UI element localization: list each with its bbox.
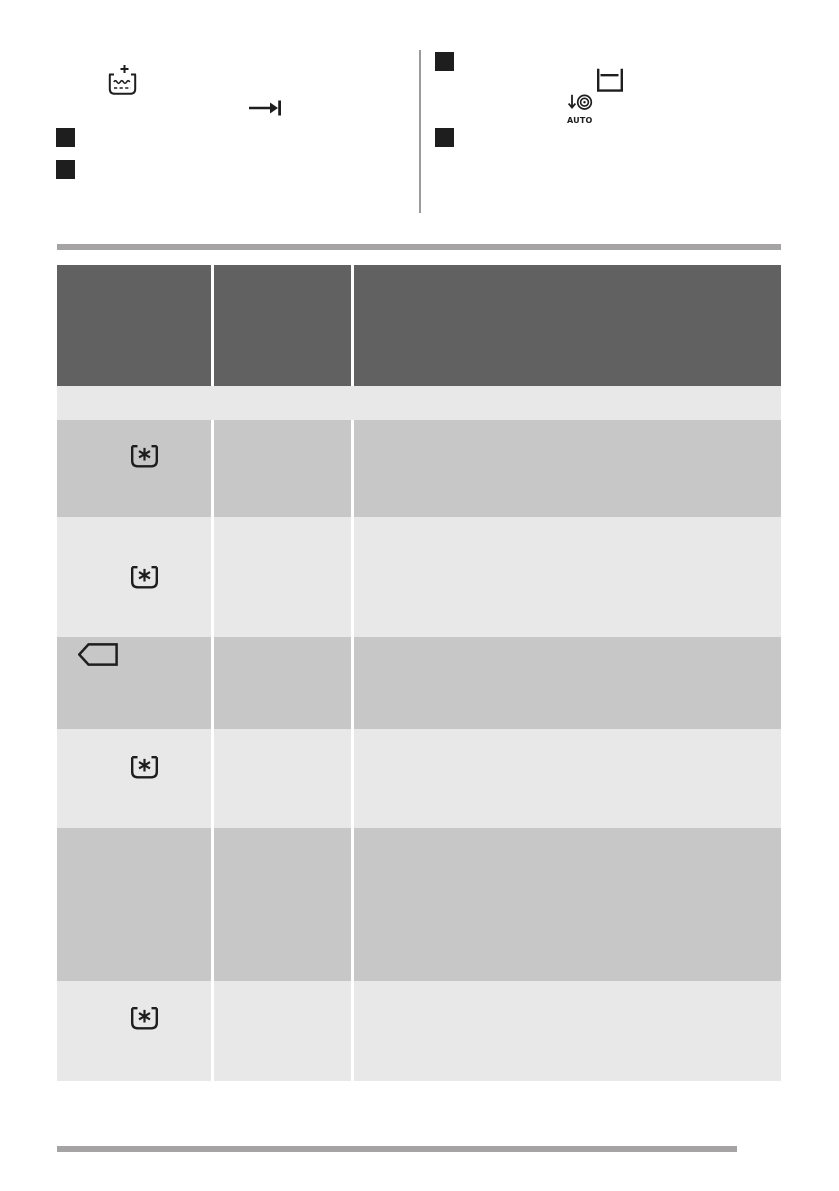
auto-label: AUTO [567, 116, 593, 125]
header-cell [214, 265, 352, 386]
table-cell [354, 729, 782, 828]
list-bullet-square [56, 160, 75, 179]
table-cell [214, 420, 352, 517]
tub-asterisk-icon [131, 566, 158, 589]
table-cell [354, 981, 782, 1081]
table-cell [354, 517, 782, 637]
table-body [57, 420, 781, 1081]
auto-dosing-icon [567, 94, 593, 125]
table-row [57, 981, 781, 1081]
table-row [57, 637, 781, 729]
table-cell [214, 517, 352, 637]
table-section-band [57, 386, 781, 420]
tub-water-line-icon [597, 68, 623, 92]
tub-asterisk-icon [131, 1007, 158, 1030]
table-cell [57, 420, 211, 517]
table-cell [214, 637, 352, 729]
table-cell [214, 981, 352, 1081]
table-cell [354, 420, 782, 517]
table-cell [57, 637, 211, 729]
table-cell [57, 981, 211, 1081]
table-row [57, 729, 781, 828]
table-header-row [57, 265, 781, 386]
table-cell [57, 517, 211, 637]
skip-to-end-icon [249, 100, 281, 116]
tub-asterisk-icon [131, 445, 158, 468]
table-cell [354, 637, 782, 729]
table-row [57, 517, 781, 637]
tag-left-icon [78, 643, 118, 666]
column-divider [419, 50, 421, 213]
header-cell [57, 265, 211, 386]
table-row [57, 420, 781, 517]
table-cell [214, 828, 352, 981]
program-table [57, 265, 781, 1081]
list-bullet-square [435, 52, 454, 71]
list-bullet-square [435, 128, 454, 147]
water-plus-icon [108, 64, 137, 95]
header-cell [354, 265, 782, 386]
divider-rule-bottom [57, 1146, 737, 1152]
table-row [57, 828, 781, 981]
list-bullet-square [56, 128, 75, 147]
tub-asterisk-icon [131, 756, 158, 779]
table-cell [57, 828, 211, 981]
table-cell [214, 729, 352, 828]
table-cell [57, 729, 211, 828]
divider-rule-top [57, 244, 781, 250]
table-cell [354, 828, 782, 981]
